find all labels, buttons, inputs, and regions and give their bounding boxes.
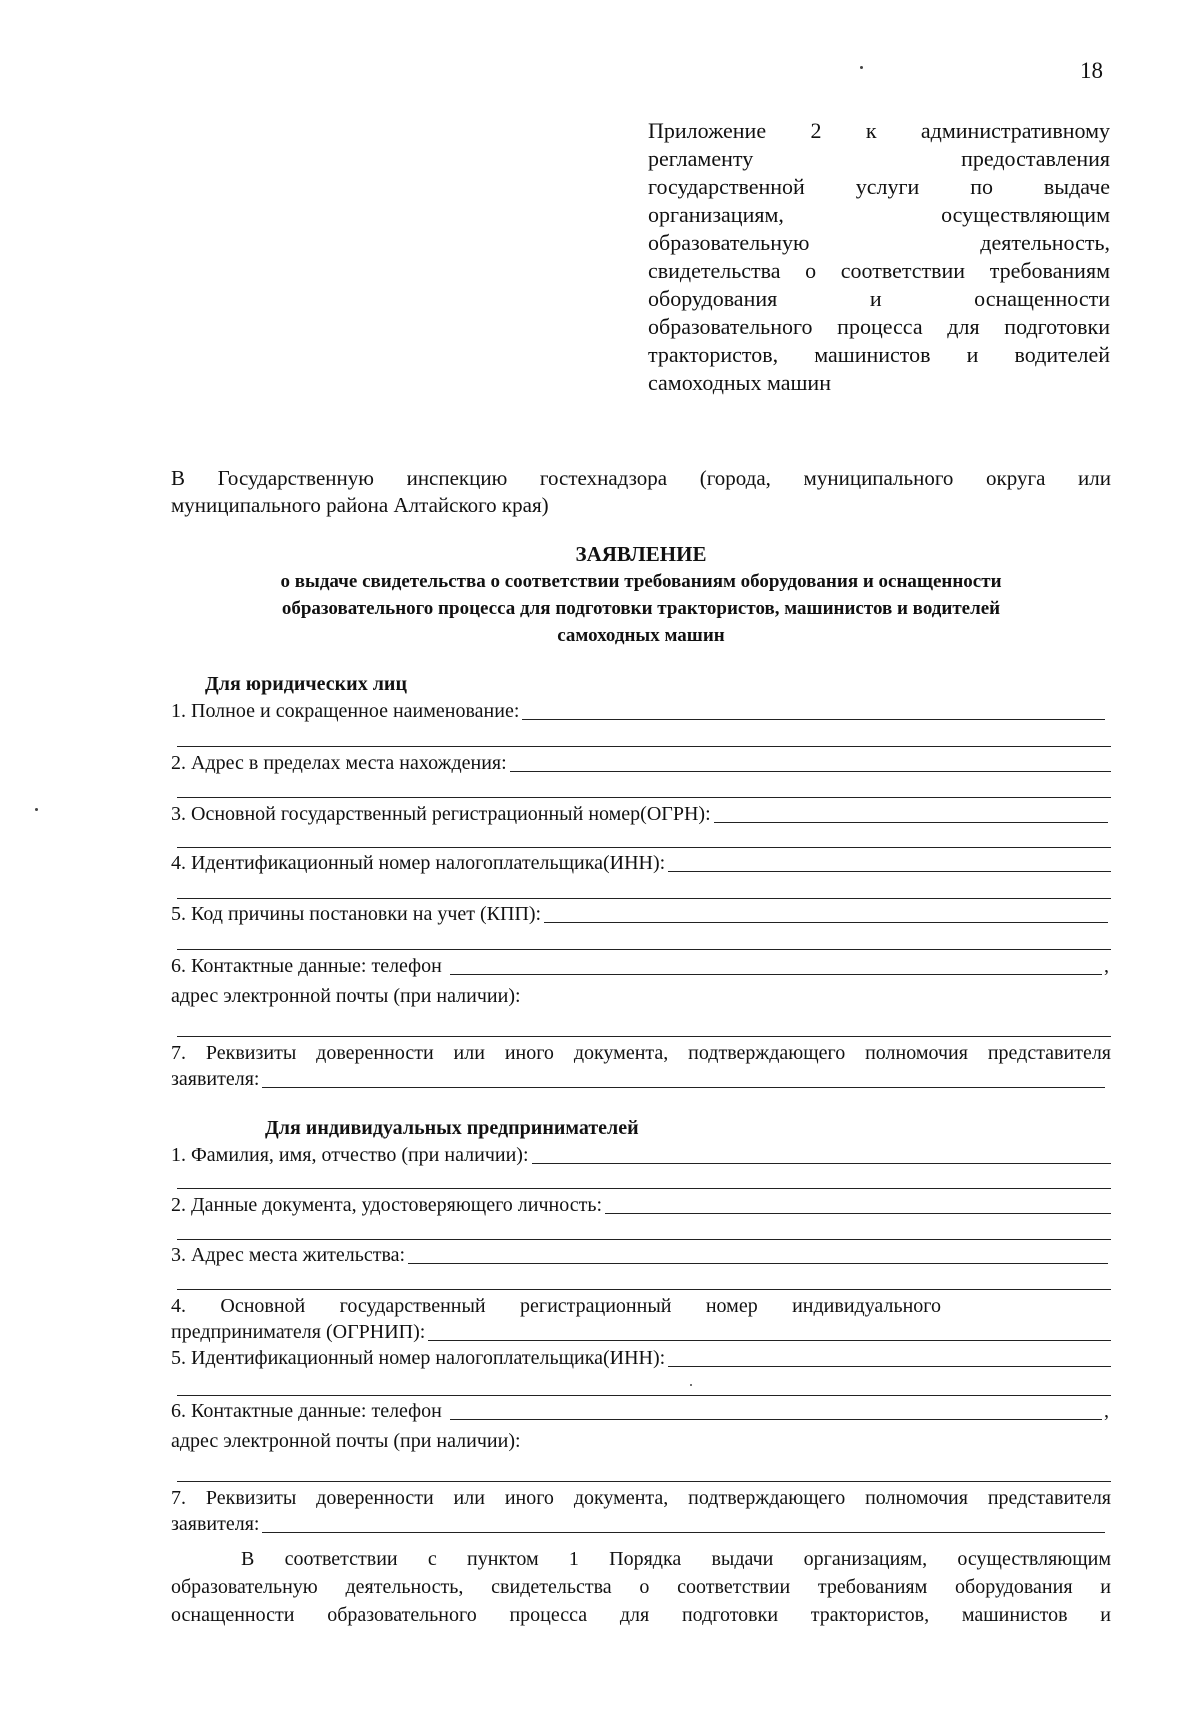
ogrn-field[interactable] bbox=[171, 801, 1108, 827]
appendix-line: самоходных машин bbox=[648, 370, 831, 395]
fill-line[interactable] bbox=[450, 1418, 1102, 1420]
comma: , bbox=[1104, 1400, 1109, 1422]
field-label: предпринимателя (ОГРНИП): bbox=[171, 1321, 426, 1343]
field-label: 5. Код причины постановки на учет (КПП): bbox=[171, 903, 542, 925]
fill-line[interactable] bbox=[177, 949, 1111, 950]
addressee-line: В Государственную инспекцию гостехнадзора (города, муниципального округа или bbox=[171, 466, 1111, 490]
fill-line[interactable] bbox=[714, 821, 1108, 823]
kpp-field[interactable] bbox=[171, 901, 1108, 927]
fill-line[interactable] bbox=[522, 718, 1105, 720]
fill-line[interactable] bbox=[262, 1086, 1105, 1088]
fill-line[interactable] bbox=[450, 973, 1102, 975]
inn-field[interactable] bbox=[171, 850, 1111, 876]
appendix-line: оборудования и оснащенности bbox=[648, 286, 1110, 311]
fill-line[interactable] bbox=[177, 1239, 1111, 1240]
fill-line[interactable] bbox=[428, 1339, 1111, 1341]
fill-line[interactable] bbox=[262, 1531, 1105, 1533]
power-of-attorney-field[interactable] bbox=[171, 1066, 1105, 1092]
fill-line[interactable] bbox=[408, 1262, 1108, 1264]
appendix-line: регламенту предоставления bbox=[648, 146, 1110, 171]
title-block bbox=[171, 540, 1111, 649]
document-title: ЗАЯВЛЕНИЕ bbox=[575, 542, 707, 566]
fill-line[interactable] bbox=[177, 898, 1111, 899]
fill-line[interactable] bbox=[605, 1212, 1111, 1214]
scan-speck bbox=[860, 66, 863, 69]
individual-email-label: адрес электронной почты (при наличии): bbox=[171, 1430, 521, 1452]
comma: , bbox=[1104, 955, 1109, 977]
field-label: 4. Идентификационный номер налогоплательщика(ИНН): bbox=[171, 852, 666, 874]
body-paragraph bbox=[171, 1545, 1111, 1629]
fill-line[interactable] bbox=[177, 746, 1111, 747]
ogrnip-label bbox=[171, 1293, 941, 1319]
phone-field[interactable] bbox=[171, 953, 1109, 979]
fill-line[interactable] bbox=[668, 1365, 1111, 1367]
appendix-line: образовательного процесса для подготовки bbox=[648, 314, 1110, 339]
residence-address-field[interactable] bbox=[171, 1242, 1108, 1268]
field-label: 2. Адрес в пределах места нахождения: bbox=[171, 752, 507, 774]
section-heading-legal-entities: Для юридических лиц bbox=[205, 673, 407, 695]
legal-name-field[interactable] bbox=[171, 698, 1105, 724]
field-label: 5. Идентификационный номер налогоплательщика(ИНН): bbox=[171, 1347, 666, 1369]
field-label: 6. Контактные данные: телефон bbox=[171, 955, 442, 977]
document-subtitle-line: самоходных машин bbox=[557, 625, 725, 646]
fill-line[interactable] bbox=[177, 1395, 1111, 1396]
fill-line[interactable] bbox=[532, 1162, 1112, 1164]
appendix-line: государственной услуги по выдаче bbox=[648, 174, 1110, 199]
body-line: В соответствии с пунктом 1 Порядка выдачи организациям, осуществляющим bbox=[241, 1548, 1111, 1570]
fill-line[interactable] bbox=[177, 1188, 1111, 1189]
email-label: адрес электронной почты (при наличии): bbox=[171, 985, 521, 1007]
legal-address-field[interactable] bbox=[171, 750, 1111, 776]
addressee-line: муниципального района Алтайского края) bbox=[171, 493, 549, 517]
ogrnip-field[interactable] bbox=[171, 1319, 1111, 1345]
appendix-line: Приложение 2 к административному bbox=[648, 118, 1110, 143]
fill-line[interactable] bbox=[544, 921, 1108, 923]
fill-line[interactable] bbox=[510, 770, 1111, 772]
fill-line[interactable] bbox=[177, 847, 1111, 848]
individual-power-of-attorney-label: 7. Реквизиты доверенности или иного документа, подтверждающего полномочия представителя bbox=[171, 1487, 1111, 1509]
individual-inn-field[interactable] bbox=[171, 1345, 1111, 1371]
field-label: 3. Адрес места жительства: bbox=[171, 1244, 406, 1266]
appendix-line: образовательную деятельность, bbox=[648, 230, 1110, 255]
appendix-line: свидетельства о соответствии требованиям bbox=[648, 258, 1110, 283]
field-label: заявителя: bbox=[171, 1513, 260, 1535]
field-label: 6. Контактные данные: телефон bbox=[171, 1400, 442, 1422]
scan-speck bbox=[35, 808, 38, 811]
field-label: 3. Основной государственный регистрационный номер(ОГРН): bbox=[171, 803, 711, 825]
addressee bbox=[171, 465, 1111, 519]
field-label: 1. Полное и сокращенное наименование: bbox=[171, 700, 520, 722]
fill-line[interactable] bbox=[177, 1481, 1111, 1482]
fill-line[interactable] bbox=[177, 797, 1111, 798]
body-line: образовательную деятельность, свидетельства о соответствии требованиям оборудования и bbox=[171, 1576, 1111, 1598]
appendix-line: трактористов, машинистов и водителей bbox=[648, 342, 1110, 367]
section-heading-individuals: Для индивидуальных предпринимателей bbox=[265, 1117, 639, 1139]
individual-phone-field[interactable] bbox=[171, 1398, 1109, 1424]
field-label: заявителя: bbox=[171, 1068, 260, 1090]
page-number: 18 bbox=[1080, 58, 1103, 83]
appendix-note bbox=[648, 117, 1110, 397]
scan-speck bbox=[690, 1384, 692, 1386]
ogrnip-label-line: 4. Основной государственный регистрационный номер индивидуального bbox=[171, 1295, 941, 1317]
fill-line[interactable] bbox=[177, 1289, 1111, 1290]
field-label: 1. Фамилия, имя, отчество (при наличии): bbox=[171, 1144, 529, 1166]
power-of-attorney-label: 7. Реквизиты доверенности или иного документа, подтверждающего полномочия представителя bbox=[171, 1042, 1111, 1064]
fill-line[interactable] bbox=[668, 870, 1111, 872]
body-line: оснащенности образовательного процесса для подготовки трактористов, машинистов и bbox=[171, 1604, 1111, 1626]
identity-document-field[interactable] bbox=[171, 1192, 1111, 1218]
appendix-line: организациям, осуществляющим bbox=[648, 202, 1110, 227]
individual-power-of-attorney-field[interactable] bbox=[171, 1511, 1105, 1537]
document-subtitle-line: образовательного процесса для подготовки трактористов, машинистов и водителей bbox=[281, 598, 1001, 619]
field-label: 2. Данные документа, удостоверяющего личность: bbox=[171, 1194, 603, 1216]
document-subtitle-line: о выдаче свидетельства о соответствии требованиям оборудования и оснащенности bbox=[280, 571, 1002, 592]
full-name-field[interactable] bbox=[171, 1142, 1111, 1168]
fill-line[interactable] bbox=[177, 1036, 1111, 1037]
